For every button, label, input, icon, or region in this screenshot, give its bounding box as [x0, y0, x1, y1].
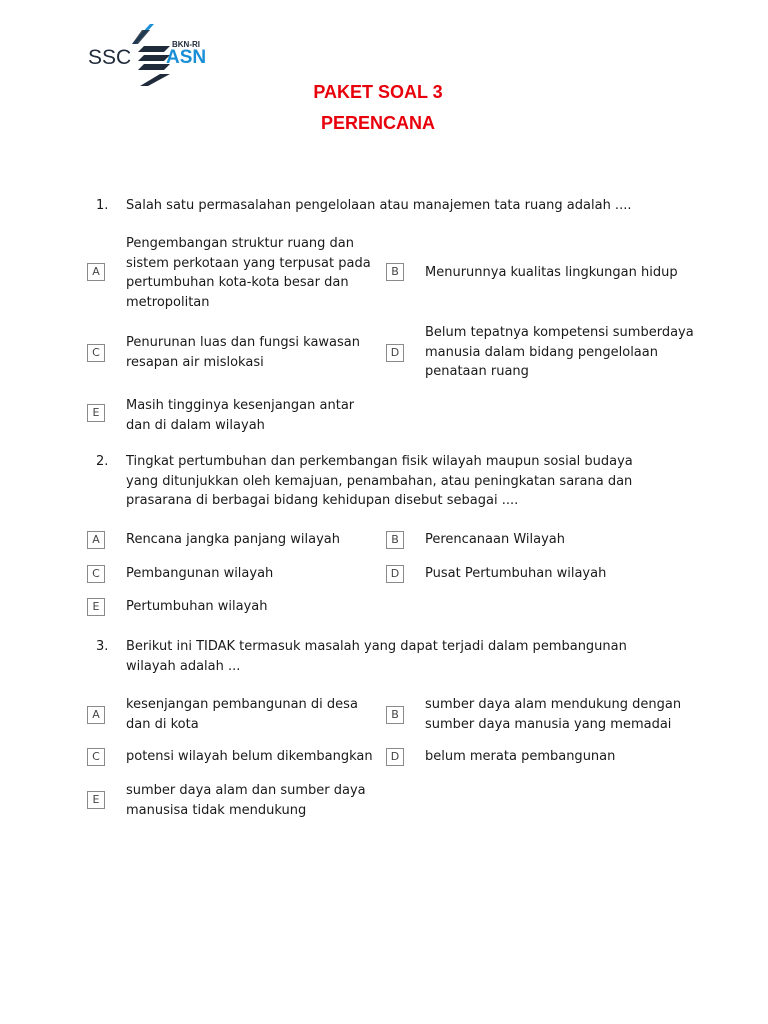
option-letter-box[interactable]: A [87, 263, 105, 281]
option-text: Pusat Pertumbuhan wilayah [425, 566, 607, 581]
page-subtitle: PERENCANA [320, 113, 435, 133]
option-letter-box[interactable]: D [386, 344, 404, 362]
option-letter-box[interactable]: E [87, 598, 105, 616]
question-number: 2. [96, 454, 109, 469]
option-letter-box[interactable]: D [386, 565, 404, 583]
option-text: Masih tingginya kesenjangan antar dan di dalam wilayah [126, 398, 355, 433]
option-text: Pengembangan struktur ruang dan sistem perkotaan yang terpusat pada pertumbuhan kota-kota besar dan metropolitan [126, 236, 371, 310]
option-letter-box[interactable]: D [386, 748, 404, 766]
option-text: Rencana jangka panjang wilayah [126, 532, 340, 547]
option-letter-box[interactable]: C [87, 748, 105, 766]
question-number: 1. [96, 198, 109, 213]
option-text: sumber daya alam mendukung dengan sumber daya manusia yang memadai [425, 697, 682, 732]
option-text: Penurunan luas dan fungsi kawasan resapan air mislokasi [126, 335, 360, 370]
option-letter-box[interactable]: B [386, 263, 404, 281]
question-text: Salah satu permasalahan pengelolaan atau manajemen tata ruang adalah .... [126, 198, 632, 213]
option-text: Belum tepatnya kompetensi sumberdaya manusia dalam bidang pengelolaan penataan ruang [425, 325, 694, 379]
option-text: sumber daya alam dan sumber daya manusisa tidak mendukung [126, 783, 366, 818]
option-text: Perencanaan Wilayah [425, 532, 565, 547]
page-title: PAKET SOAL 3 [313, 82, 443, 102]
option-text: Pertumbuhan wilayah [126, 599, 268, 614]
option-letter-box[interactable]: C [87, 565, 105, 583]
option-letter-box[interactable]: E [87, 791, 105, 809]
question-text: Berikut ini TIDAK termasuk masalah yang dapat terjadi dalam pembangunan wilayah adalah ... [126, 639, 627, 674]
logo-ssc-text: SSC [88, 46, 132, 69]
option-letter-box[interactable]: C [87, 344, 105, 362]
ssc-asn-logo [88, 22, 228, 88]
option-letter-box[interactable]: E [87, 404, 105, 422]
option-letter-box[interactable]: A [87, 531, 105, 549]
option-text: Pembangunan wilayah [126, 566, 274, 581]
option-text: belum merata pembangunan [425, 749, 616, 764]
question-text: Tingkat pertumbuhan dan perkembangan fisik wilayah maupun sosial budaya yang ditunjukkan oleh kemajuan, penambahan, atau peningkatan sarana dan prasarana di berbagai bidang kehidupan disebut sebagai .... [126, 454, 633, 508]
question-number: 3. [96, 639, 109, 654]
logo-bkn-text: BKN-RI [172, 40, 200, 49]
option-letter-box[interactable]: B [386, 531, 404, 549]
logo-asn-text: ASN [166, 47, 207, 68]
option-letter-box[interactable]: B [386, 706, 404, 724]
option-text: kesenjangan pembangunan di desa dan di kota [126, 697, 358, 732]
option-text: Menurunnya kualitas lingkungan hidup [425, 265, 678, 280]
option-letter-box[interactable]: A [87, 706, 105, 724]
option-text: potensi wilayah belum dikembangkan [126, 749, 373, 764]
